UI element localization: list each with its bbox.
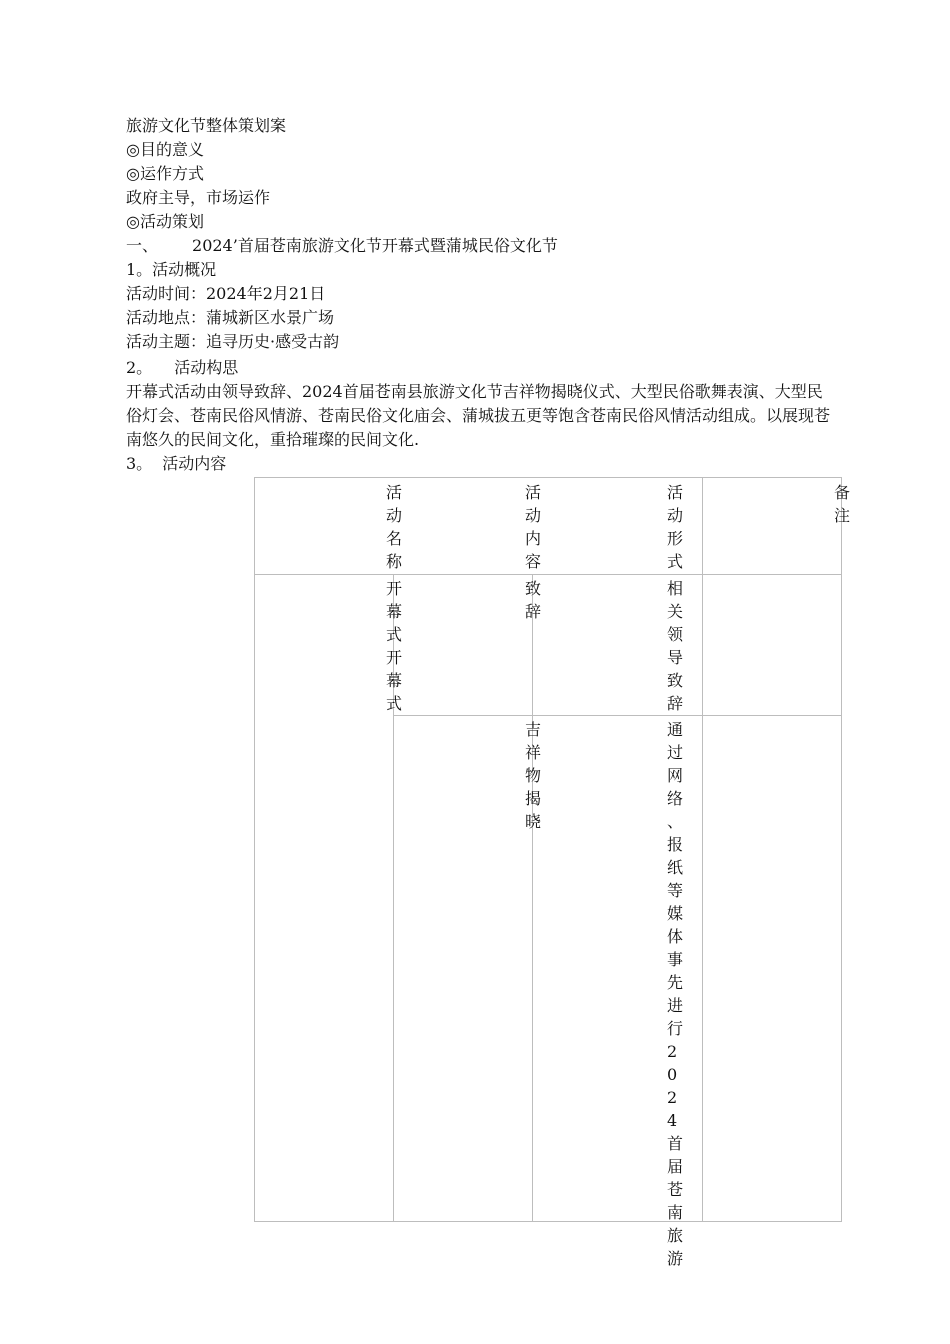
operation-text: 政府主导，市场运作 <box>126 188 271 207</box>
content-heading <box>126 452 226 476</box>
row1-activity-form: 相关领导致辞 <box>667 579 684 713</box>
heading-operation: ◎运作方式 <box>126 164 204 183</box>
concept-heading <box>126 356 238 380</box>
table-border-bottom <box>254 1221 842 1222</box>
section-1-number: 一、 <box>126 236 159 255</box>
concept-title: 活动构思 <box>174 358 239 377</box>
activity-theme: 活动主题：追寻历史·感受古韵 <box>126 332 340 351</box>
row2-activity-form: 通过网络、报纸等媒体事先进行2024首届苍南旅游 <box>667 720 684 1268</box>
header-activity-name: 活动名称 <box>386 483 403 571</box>
doc-title: 旅游文化节整体策划案 <box>126 116 287 135</box>
heading-plan: ◎活动策划 <box>126 212 204 231</box>
activity-time: 活动时间：2024年2月21日 <box>126 284 326 303</box>
heading-purpose: ◎目的意义 <box>126 140 204 159</box>
section-1-title: 2024’首届苍南旅游文化节开幕式暨蒲城民俗文化节 <box>192 236 558 255</box>
activity-place: 活动地点：蒲城新区水景广场 <box>126 308 335 327</box>
table-divider-form <box>702 477 703 1222</box>
concept-paragraph: 开幕式活动由领导致辞、2024首届苍南县旅游文化节吉祥物揭晓仪式、大型民俗歌舞表演、大型民俗灯会、苍南民俗风情游、苍南民俗文化庙会、蒲城拔五更等饱含苍南民俗风情活动组成。以展现苍南悠久的民间文化，重拾璀璨的民间文化. <box>126 382 831 449</box>
header-note: 备注 <box>834 483 851 525</box>
table-divider-content <box>532 574 533 1222</box>
header-activity-content: 活动内容 <box>525 483 542 571</box>
concept-number: 2。 <box>126 358 153 377</box>
table-border-top <box>254 477 842 478</box>
table-border-left <box>254 477 255 1222</box>
table-row-divider <box>393 715 842 716</box>
table-header-divider <box>254 574 842 575</box>
row1-activity-content: 致辞 <box>525 579 542 621</box>
row2-activity-content: 吉祥物揭晓 <box>525 720 542 831</box>
row1-activity-name: 开幕式开幕式 <box>386 579 403 713</box>
header-activity-form: 活动形式 <box>667 483 684 571</box>
content-number: 3。 <box>126 454 153 473</box>
content-title: 活动内容 <box>162 454 227 473</box>
table-border-right <box>841 477 842 1222</box>
section-1-heading <box>126 234 558 258</box>
overview-heading: 1。活动概况 <box>126 260 217 279</box>
